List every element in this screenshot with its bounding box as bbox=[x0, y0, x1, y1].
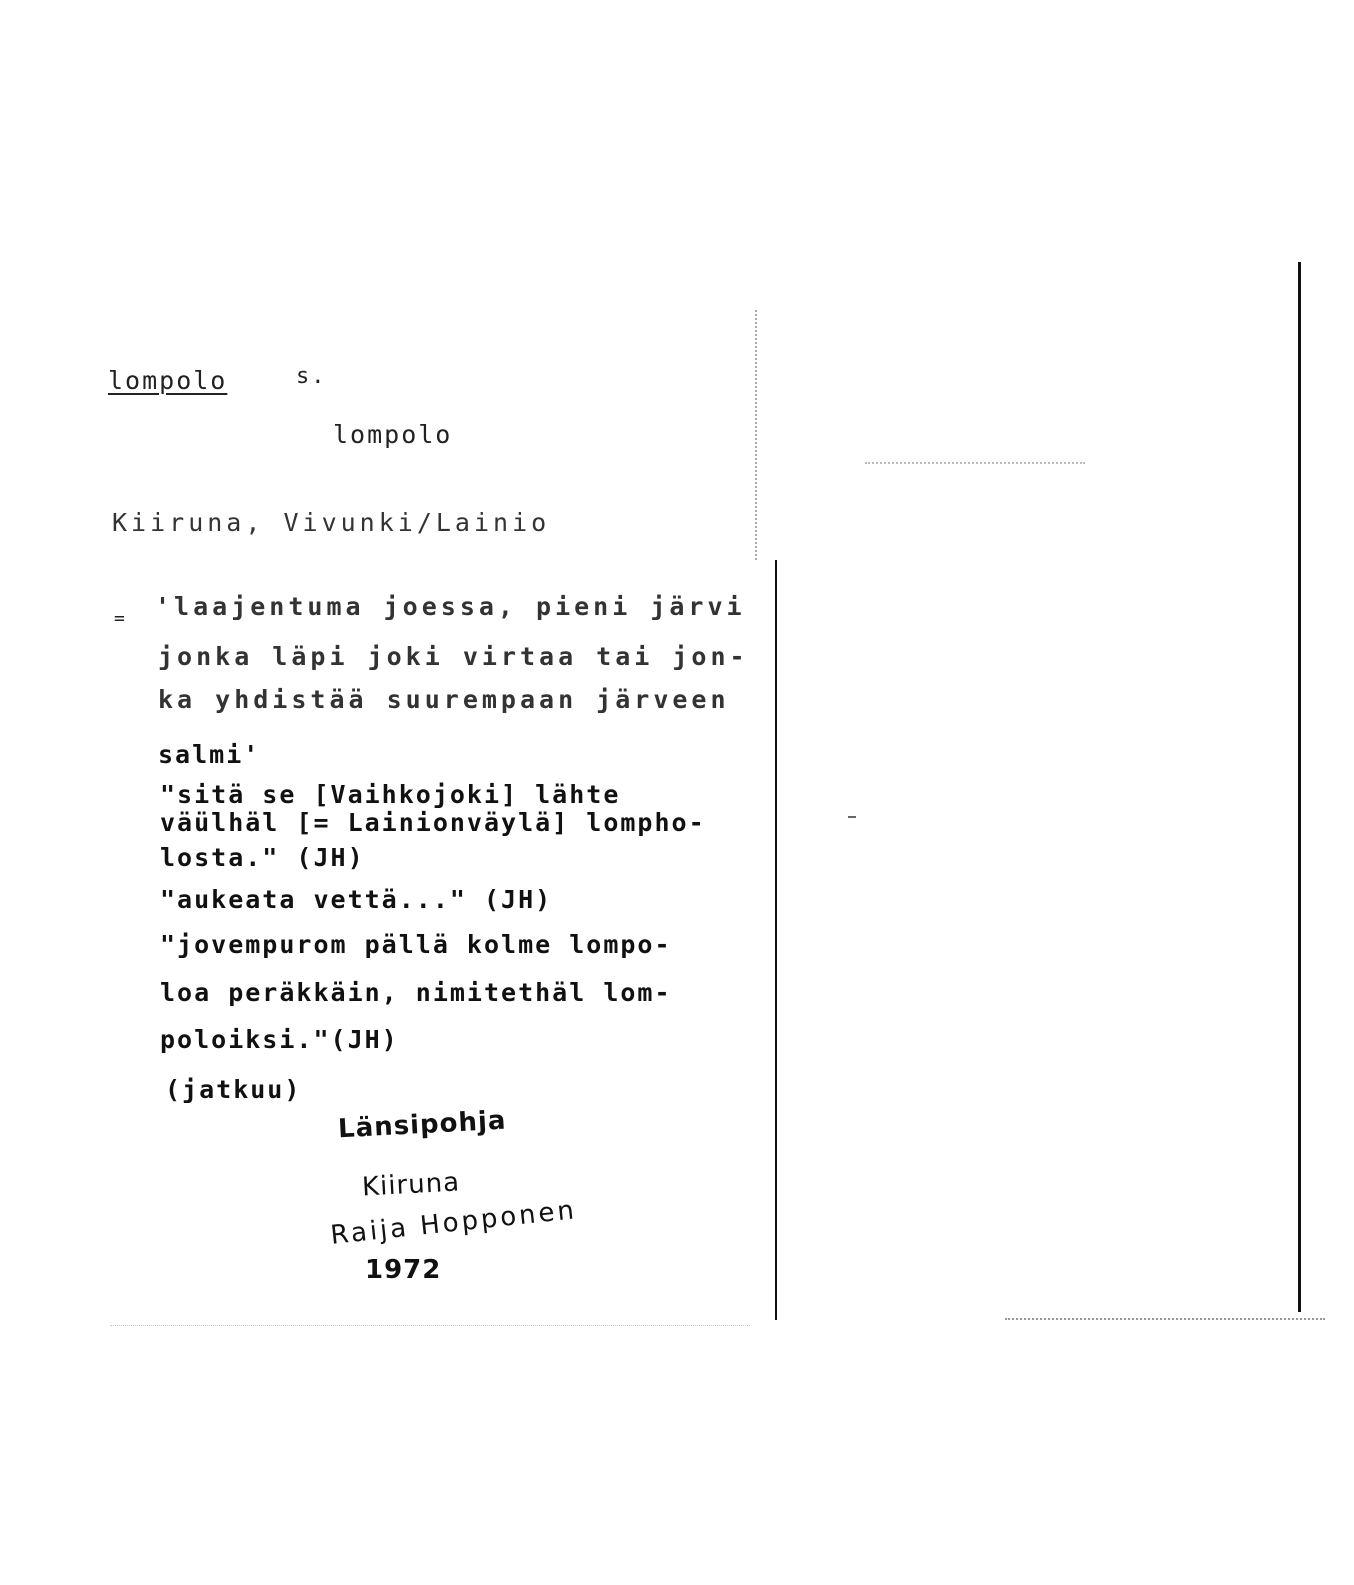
example-line: loa peräkkäin, nimitethäl lom- bbox=[160, 978, 672, 1007]
stamp-place: Kiiruna bbox=[361, 1167, 461, 1203]
card-edge-dotted-middle bbox=[755, 310, 757, 560]
definition-line: 'laajentuma joessa, pieni järvi bbox=[155, 592, 746, 621]
continued-note: (jatkuu) bbox=[165, 1075, 302, 1104]
location: Kiiruna, Vivunki/Lainio bbox=[112, 508, 551, 537]
definition-marker: = bbox=[114, 608, 127, 629]
headword: lompolo bbox=[108, 366, 228, 395]
card-bottom-dotted bbox=[1005, 1318, 1325, 1320]
stamp-year: 1972 bbox=[365, 1255, 442, 1285]
example-line: "aukeata vettä..." (JH) bbox=[160, 885, 553, 914]
example-line: "sitä se [Vaihkojoki] lähte bbox=[160, 780, 621, 809]
card-edge-right bbox=[1298, 262, 1301, 1312]
example-line: "jovempurom pällä kolme lompo- bbox=[160, 930, 672, 959]
definition-line: ka yhdistää suurempaan järveen bbox=[158, 685, 730, 714]
example-line: poloiksi."(JH) bbox=[160, 1025, 399, 1054]
card-bottom-dotted-left bbox=[110, 1325, 750, 1326]
definition-line: salmi' bbox=[158, 740, 261, 769]
word-class: s. bbox=[296, 364, 327, 389]
example-line: väülhäl [= Lainionväylä] lompho- bbox=[160, 808, 706, 837]
stamp-collector: Raija Hopponen bbox=[329, 1195, 579, 1251]
scan-speck bbox=[865, 462, 1085, 464]
card-edge-middle bbox=[775, 560, 777, 1320]
example-line: losta." (JH) bbox=[160, 843, 365, 872]
variant: lompolo bbox=[333, 420, 453, 449]
stamp-region: Länsipohja bbox=[337, 1105, 508, 1145]
scan-speck bbox=[848, 816, 856, 818]
definition-line: jonka läpi joki virtaa tai jon- bbox=[158, 642, 749, 671]
